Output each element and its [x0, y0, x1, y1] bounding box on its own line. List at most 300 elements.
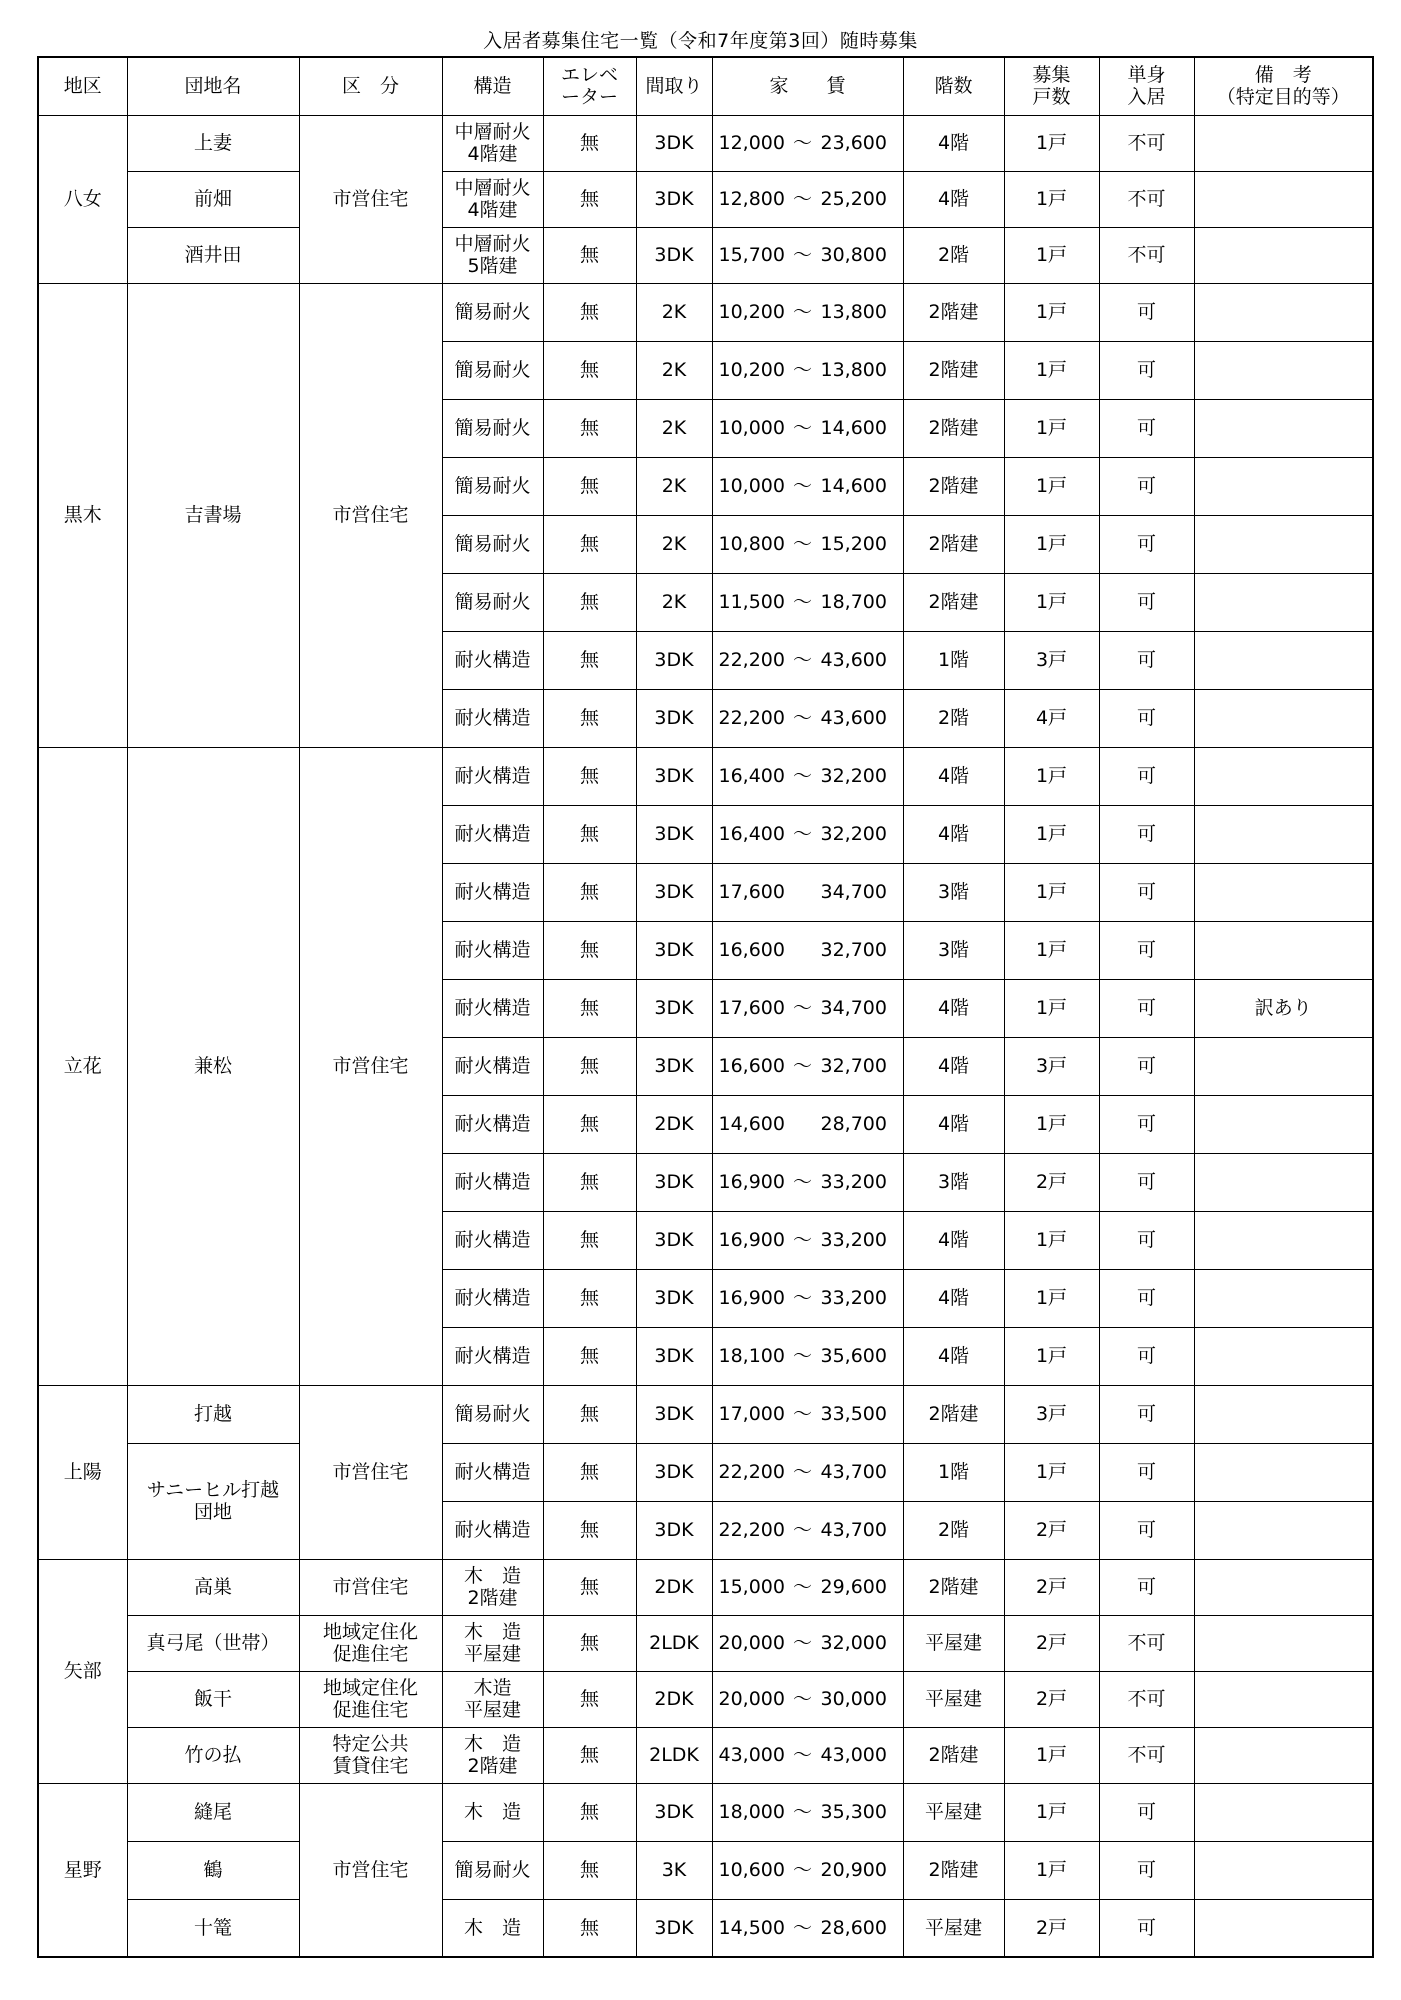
- structure-cell: [442, 227, 543, 283]
- rent-cell: [712, 1095, 903, 1153]
- unit-count-cell: 1戸: [1004, 805, 1099, 863]
- structure-cell: [442, 631, 543, 689]
- table-row: [38, 1727, 1373, 1783]
- remarks-cell: [1194, 227, 1373, 283]
- table-row: [38, 171, 1373, 227]
- remarks-cell: [1194, 689, 1373, 747]
- elevator-cell: 無: [543, 863, 636, 921]
- floor-cell: 平屋建: [903, 1615, 1004, 1671]
- unit-count-cell: 1戸: [1004, 1211, 1099, 1269]
- layout-cell: 2K: [636, 283, 712, 341]
- header-remarks: [1194, 57, 1373, 115]
- elevator-cell: 無: [543, 115, 636, 171]
- elevator-cell: 無: [543, 1501, 636, 1559]
- complex-name: 吉書場: [184, 504, 242, 526]
- table-row: [38, 1671, 1373, 1727]
- remarks-cell: [1194, 1727, 1373, 1783]
- rent-cell: [712, 171, 903, 227]
- table-row: [38, 1841, 1373, 1899]
- elevator-cell: 無: [543, 1559, 636, 1615]
- single-occupancy-cell: 可: [1099, 1899, 1194, 1957]
- elevator-cell: 無: [543, 1671, 636, 1727]
- unit-count-cell: 1戸: [1004, 457, 1099, 515]
- complex-name-cell: [127, 283, 299, 747]
- unit-count-cell: 1戸: [1004, 171, 1099, 227]
- layout-cell: 3DK: [636, 1269, 712, 1327]
- structure-cell: [442, 1385, 543, 1443]
- table-row: [38, 747, 1373, 805]
- rent-separator: ～: [792, 649, 812, 671]
- rent-separator: ～: [792, 301, 812, 323]
- unit-count-cell: 1戸: [1004, 1841, 1099, 1899]
- layout-cell: 2K: [636, 341, 712, 399]
- elevator-cell: 無: [543, 979, 636, 1037]
- single-occupancy-cell: 可: [1099, 283, 1194, 341]
- remarks-cell: [1194, 1443, 1373, 1501]
- rent-low: 16,900: [718, 1287, 785, 1309]
- layout-cell: 2LDK: [636, 1727, 712, 1783]
- table-body: [38, 115, 1373, 1957]
- single-occupancy-cell: 可: [1099, 1153, 1194, 1211]
- structure-cell: [442, 689, 543, 747]
- rent-cell: [712, 689, 903, 747]
- remarks-cell: 訳あり: [1194, 979, 1373, 1037]
- rent-separator: ～: [792, 1461, 812, 1483]
- floor-cell: 平屋建: [903, 1671, 1004, 1727]
- rent-separator: ～: [792, 707, 812, 729]
- layout-cell: 3DK: [636, 1443, 712, 1501]
- rent-separator: ～: [792, 1171, 812, 1193]
- header-layout: 間取り: [636, 57, 712, 115]
- rent-separator: ～: [792, 359, 812, 381]
- remarks-cell: [1194, 1501, 1373, 1559]
- complex-name-cell: [127, 1559, 299, 1615]
- rent-low: 20,000: [718, 1632, 785, 1654]
- rent-cell: [712, 1671, 903, 1727]
- structure-cell: [442, 1153, 543, 1211]
- layout-cell: 2K: [636, 399, 712, 457]
- remarks-cell: [1194, 1841, 1373, 1899]
- structure-cell: [442, 1211, 543, 1269]
- elevator-cell: 無: [543, 921, 636, 979]
- rent-low: 16,600: [718, 939, 785, 961]
- category-label: 市営住宅: [332, 1461, 409, 1483]
- remarks-cell: [1194, 631, 1373, 689]
- elevator-cell: 無: [543, 1037, 636, 1095]
- header-remarks-line2: （特定目的等）: [1216, 86, 1350, 109]
- rent-cell: [712, 1269, 903, 1327]
- single-occupancy-cell: 可: [1099, 979, 1194, 1037]
- rent-cell: [712, 1327, 903, 1385]
- table-row: [38, 1559, 1373, 1615]
- remarks-cell: [1194, 515, 1373, 573]
- layout-cell: 3DK: [636, 115, 712, 171]
- elevator-cell: 無: [543, 1727, 636, 1783]
- header-single: [1099, 57, 1194, 115]
- remarks-cell: [1194, 805, 1373, 863]
- remarks-cell: [1194, 171, 1373, 227]
- table-row: [38, 1443, 1373, 1501]
- structure-cell: [442, 1727, 543, 1783]
- single-occupancy-cell: 可: [1099, 1501, 1194, 1559]
- single-occupancy-cell: 可: [1099, 573, 1194, 631]
- floor-cell: 2階建: [903, 1559, 1004, 1615]
- structure-label: 簡易耐火: [454, 359, 531, 381]
- rent-high: 23,600: [820, 132, 887, 154]
- category-cell: [299, 747, 442, 1385]
- structure-label: 中層耐火: [454, 177, 531, 199]
- rent-high: 14,600: [820, 475, 887, 497]
- floor-cell: 4階: [903, 1095, 1004, 1153]
- structure-label: 木造: [473, 1677, 512, 1699]
- table-row: [38, 1385, 1373, 1443]
- layout-cell: 3DK: [636, 689, 712, 747]
- unit-count-cell: 1戸: [1004, 921, 1099, 979]
- single-occupancy-cell: 可: [1099, 689, 1194, 747]
- rent-high: 28,600: [820, 1916, 887, 1939]
- table-row: [38, 227, 1373, 283]
- rent-separator: ～: [792, 1403, 812, 1425]
- unit-count-cell: 1戸: [1004, 1327, 1099, 1385]
- rent-high: 33,200: [820, 1171, 887, 1193]
- remarks-cell: [1194, 341, 1373, 399]
- unit-count-cell: 1戸: [1004, 573, 1099, 631]
- single-occupancy-cell: 可: [1099, 631, 1194, 689]
- rent-separator: ～: [792, 132, 812, 154]
- single-occupancy-cell: 可: [1099, 747, 1194, 805]
- elevator-cell: 無: [543, 573, 636, 631]
- rent-separator: ～: [792, 1287, 812, 1309]
- rent-low: 10,000: [718, 417, 785, 439]
- district-cell: 八女: [38, 115, 127, 283]
- rent-high: 13,800: [820, 359, 887, 381]
- floor-cell: 2階建: [903, 283, 1004, 341]
- rent-high: 13,800: [820, 301, 887, 323]
- structure-label-line2: 平屋建: [463, 1699, 521, 1721]
- remarks-cell: [1194, 1269, 1373, 1327]
- unit-count-cell: 2戸: [1004, 1671, 1099, 1727]
- rent-low: 16,600: [718, 1055, 785, 1077]
- unit-count-cell: 1戸: [1004, 283, 1099, 341]
- rent-high: 33,200: [820, 1229, 887, 1251]
- structure-label: 耐火構造: [454, 823, 531, 845]
- single-occupancy-cell: 可: [1099, 341, 1194, 399]
- elevator-cell: 無: [543, 1841, 636, 1899]
- complex-name: 上妻: [193, 132, 232, 154]
- layout-cell: 3DK: [636, 863, 712, 921]
- rent-high: 20,900: [820, 1859, 887, 1881]
- rent-high: 33,500: [820, 1403, 887, 1425]
- floor-cell: 平屋建: [903, 1899, 1004, 1957]
- rent-high: 35,600: [820, 1345, 887, 1367]
- complex-name-cell: [127, 227, 299, 283]
- rent-low: 17,000: [718, 1403, 785, 1425]
- remarks-cell: [1194, 1615, 1373, 1671]
- structure-label-line2: 2階建: [467, 1755, 518, 1777]
- layout-cell: 3DK: [636, 631, 712, 689]
- floor-cell: 2階: [903, 1501, 1004, 1559]
- category-label-line2: 賃貸住宅: [332, 1755, 409, 1777]
- remarks-cell: [1194, 283, 1373, 341]
- floor-cell: 平屋建: [903, 1783, 1004, 1841]
- layout-cell: 2DK: [636, 1559, 712, 1615]
- layout-cell: 2DK: [636, 1095, 712, 1153]
- structure-label-line2: 4階建: [467, 199, 518, 221]
- rent-cell: [712, 573, 903, 631]
- header-remarks-line1: 備 考: [1254, 64, 1312, 87]
- rent-low: 43,000: [718, 1744, 785, 1766]
- rent-high: 32,700: [820, 939, 887, 961]
- rent-high: 33,200: [820, 1287, 887, 1309]
- rent-low: 18,000: [718, 1801, 785, 1823]
- structure-label: 耐火構造: [454, 1113, 531, 1135]
- header-structure: 構造: [442, 57, 543, 115]
- rent-separator: ～: [792, 1688, 812, 1710]
- remarks-cell: [1194, 1037, 1373, 1095]
- unit-count-cell: 1戸: [1004, 399, 1099, 457]
- layout-cell: 2K: [636, 515, 712, 573]
- structure-label: 簡易耐火: [454, 417, 531, 439]
- rent-high: 43,600: [820, 649, 887, 671]
- structure-label: 簡易耐火: [454, 1403, 531, 1425]
- unit-count-cell: 1戸: [1004, 1095, 1099, 1153]
- rent-cell: [712, 399, 903, 457]
- single-occupancy-cell: 可: [1099, 1211, 1194, 1269]
- complex-name-cell: [127, 1783, 299, 1841]
- structure-cell: [442, 1899, 543, 1957]
- structure-cell: [442, 341, 543, 399]
- rent-high: 28,700: [820, 1113, 887, 1135]
- category-label: 地域定住化: [322, 1677, 418, 1699]
- single-occupancy-cell: 可: [1099, 1559, 1194, 1615]
- complex-name-cell: [127, 1727, 299, 1783]
- layout-cell: 3DK: [636, 227, 712, 283]
- elevator-cell: 無: [543, 341, 636, 399]
- header-units-line2: 戸数: [1032, 86, 1071, 109]
- layout-cell: 3DK: [636, 805, 712, 863]
- single-occupancy-cell: 可: [1099, 1841, 1194, 1899]
- layout-cell: 3DK: [636, 1037, 712, 1095]
- floor-cell: 2階: [903, 227, 1004, 283]
- rent-high: 29,600: [820, 1576, 887, 1598]
- rent-cell: [712, 1727, 903, 1783]
- elevator-cell: 無: [543, 1153, 636, 1211]
- complex-name: サニーヒル打越: [146, 1479, 280, 1501]
- district-cell: 矢部: [38, 1559, 127, 1783]
- rent-low: 10,800: [718, 533, 785, 555]
- rent-low: 17,600: [718, 997, 785, 1019]
- page-title: 入居者募集住宅一覧（令和7年度第3回）随時募集: [483, 30, 918, 52]
- structure-label: 耐火構造: [454, 765, 531, 787]
- rent-separator: ～: [792, 1744, 812, 1766]
- rent-cell: [712, 921, 903, 979]
- unit-count-cell: 1戸: [1004, 1269, 1099, 1327]
- unit-count-cell: 1戸: [1004, 515, 1099, 573]
- category-cell: [299, 1727, 442, 1783]
- rent-separator: ～: [792, 765, 812, 787]
- floor-cell: 2階建: [903, 1841, 1004, 1899]
- floor-cell: 3階: [903, 863, 1004, 921]
- rent-cell: [712, 1501, 903, 1559]
- complex-name: 鶴: [203, 1859, 223, 1881]
- remarks-cell: [1194, 863, 1373, 921]
- complex-name: 竹の払: [184, 1744, 242, 1766]
- unit-count-cell: 1戸: [1004, 115, 1099, 171]
- single-occupancy-cell: 可: [1099, 1385, 1194, 1443]
- rent-separator: ～: [792, 188, 812, 210]
- category-label-line2: 促進住宅: [332, 1643, 409, 1665]
- elevator-cell: 無: [543, 283, 636, 341]
- structure-label: 簡易耐火: [454, 533, 531, 555]
- unit-count-cell: 2戸: [1004, 1153, 1099, 1211]
- elevator-cell: 無: [543, 805, 636, 863]
- header-units: [1004, 57, 1099, 115]
- floor-cell: 2階建: [903, 573, 1004, 631]
- structure-label: 耐火構造: [454, 939, 531, 961]
- rent-low: 10,200: [718, 301, 785, 323]
- layout-cell: 3K: [636, 1841, 712, 1899]
- rent-cell: [712, 1841, 903, 1899]
- floor-cell: 4階: [903, 1269, 1004, 1327]
- floor-cell: 4階: [903, 979, 1004, 1037]
- rent-cell: [712, 1615, 903, 1671]
- structure-label: 耐火構造: [454, 881, 531, 903]
- header-floor: 階数: [903, 57, 1004, 115]
- complex-name-cell: [127, 1385, 299, 1443]
- rent-low: 15,700: [718, 244, 785, 266]
- remarks-cell: [1194, 1783, 1373, 1841]
- elevator-cell: 無: [543, 1385, 636, 1443]
- elevator-cell: 無: [543, 1899, 636, 1957]
- floor-cell: 3階: [903, 1153, 1004, 1211]
- table-row: [38, 1899, 1373, 1957]
- structure-cell: [442, 805, 543, 863]
- layout-cell: 3DK: [636, 1153, 712, 1211]
- rent-low: 10,200: [718, 359, 785, 381]
- remarks-cell: [1194, 457, 1373, 515]
- structure-label: 耐火構造: [454, 1461, 531, 1483]
- single-occupancy-cell: 可: [1099, 921, 1194, 979]
- layout-cell: 3DK: [636, 747, 712, 805]
- unit-count-cell: 3戸: [1004, 631, 1099, 689]
- layout-cell: 2K: [636, 457, 712, 515]
- rent-low: 22,200: [718, 707, 785, 729]
- remarks-cell: [1194, 115, 1373, 171]
- table-row: [38, 1783, 1373, 1841]
- complex-name-cell: [127, 1443, 299, 1559]
- table-row: [38, 115, 1373, 171]
- complex-name: 真弓尾（世帯）: [146, 1632, 280, 1654]
- layout-cell: 2K: [636, 573, 712, 631]
- category-label: 地域定住化: [322, 1621, 418, 1643]
- rent-low: 11,500: [718, 591, 785, 613]
- rent-cell: [712, 1899, 903, 1957]
- rent-high: 30,800: [820, 244, 887, 266]
- structure-cell: [442, 1327, 543, 1385]
- unit-count-cell: 1戸: [1004, 1727, 1099, 1783]
- housing-table: [37, 56, 1374, 1958]
- unit-count-cell: 3戸: [1004, 1037, 1099, 1095]
- single-occupancy-cell: 可: [1099, 399, 1194, 457]
- elevator-cell: 無: [543, 1327, 636, 1385]
- structure-label-line2: 5階建: [467, 255, 518, 277]
- rent-cell: [712, 1037, 903, 1095]
- complex-name-cell: [127, 1615, 299, 1671]
- floor-cell: 4階: [903, 171, 1004, 227]
- floor-cell: 4階: [903, 115, 1004, 171]
- rent-separator: ～: [792, 1055, 812, 1077]
- remarks-cell: [1194, 1153, 1373, 1211]
- single-occupancy-cell: 可: [1099, 457, 1194, 515]
- floor-cell: 2階建: [903, 515, 1004, 573]
- floor-cell: 1階: [903, 1443, 1004, 1501]
- rent-high: 35,300: [820, 1801, 887, 1823]
- single-occupancy-cell: 可: [1099, 1095, 1194, 1153]
- rent-high: 43,000: [820, 1744, 887, 1766]
- rent-separator: ～: [792, 997, 812, 1019]
- rent-low: 17,600: [718, 881, 785, 903]
- rent-separator: ～: [792, 1916, 812, 1939]
- rent-cell: [712, 341, 903, 399]
- remarks-cell: [1194, 1899, 1373, 1957]
- category-cell: [299, 1559, 442, 1615]
- elevator-cell: 無: [543, 171, 636, 227]
- single-occupancy-cell: 不可: [1099, 115, 1194, 171]
- rent-high: 32,200: [820, 823, 887, 845]
- rent-cell: [712, 457, 903, 515]
- structure-cell: [442, 1841, 543, 1899]
- single-occupancy-cell: 可: [1099, 1327, 1194, 1385]
- rent-cell: [712, 747, 903, 805]
- complex-name-cell: [127, 115, 299, 171]
- structure-cell: [442, 979, 543, 1037]
- rent-cell: [712, 1385, 903, 1443]
- structure-label: 簡易耐火: [454, 301, 531, 323]
- elevator-cell: 無: [543, 747, 636, 805]
- rent-cell: [712, 1211, 903, 1269]
- table-row: [38, 1615, 1373, 1671]
- rent-low: 16,900: [718, 1171, 785, 1193]
- remarks-cell: [1194, 399, 1373, 457]
- rent-cell: [712, 515, 903, 573]
- category-label: 市営住宅: [332, 1858, 409, 1881]
- floor-cell: 2階建: [903, 341, 1004, 399]
- complex-name: 十篭: [193, 1916, 232, 1939]
- structure-label: 木 造: [463, 1916, 521, 1939]
- structure-label: 簡易耐火: [454, 1859, 531, 1881]
- structure-cell: [442, 573, 543, 631]
- header-elevator-line1: エレベ: [560, 64, 618, 87]
- category-label: 市営住宅: [332, 1055, 409, 1077]
- rent-low: 16,400: [718, 765, 785, 787]
- rent-low: 15,000: [718, 1576, 785, 1598]
- structure-cell: [442, 515, 543, 573]
- header-category: 区 分: [299, 57, 442, 115]
- single-occupancy-cell: 可: [1099, 515, 1194, 573]
- header-elevator-line2: ーター: [560, 86, 618, 109]
- category-label: 市営住宅: [332, 1576, 409, 1598]
- structure-label: 木 造: [463, 1621, 521, 1643]
- single-occupancy-cell: 不可: [1099, 1727, 1194, 1783]
- structure-label: 簡易耐火: [454, 591, 531, 613]
- rent-low: 10,000: [718, 475, 785, 497]
- structure-cell: [442, 1501, 543, 1559]
- rent-separator: ～: [792, 475, 812, 497]
- district-cell: 星野: [38, 1783, 127, 1957]
- remarks-cell: [1194, 1559, 1373, 1615]
- complex-name-line2: 団地: [193, 1501, 232, 1523]
- rent-high: 25,200: [820, 188, 887, 210]
